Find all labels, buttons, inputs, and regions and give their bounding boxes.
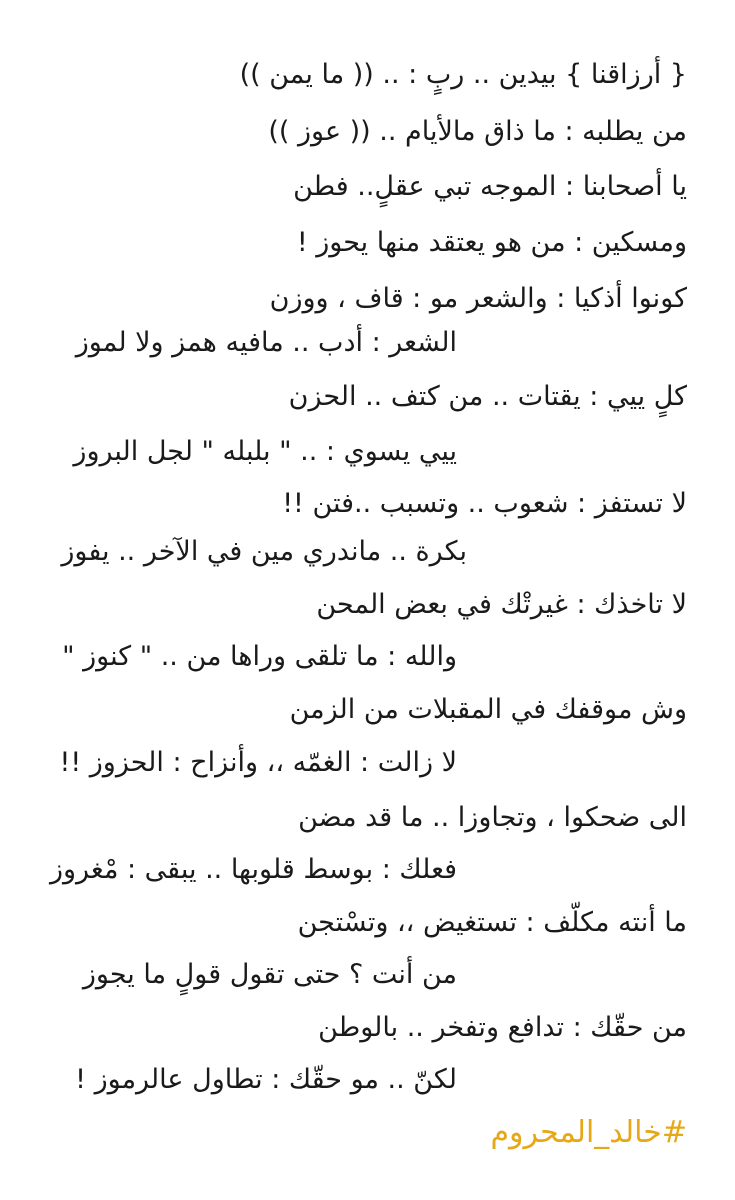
poem-line: والله : ما تلقى وراها من .. " كنوز " [62,641,457,672]
poem-line: بكرة .. ماندري مين في الآخر .. يفوز [61,536,467,567]
poem-line: لا تاخذك : غيرتْك في بعض المحن [316,589,687,620]
poem-line: كلٍ ييي : يقتات .. من كتف .. الحزن [288,381,687,412]
poem-line: كونوا أذكيا : والشعر مو : قاف ، ووزن [269,283,687,314]
poem-line: لكنّ .. مو حقّك : تطاول عالرموز ! [75,1064,457,1095]
poem-line: لا زالت : الغمّه ،، وأنزاح : الحزوز !! [59,747,457,778]
poem-line: من أنت ؟ حتى تقول قولٍ ما يجوز [82,959,457,990]
author-hashtag[interactable]: #خالد_المحروم [490,1115,687,1150]
poem-line: الى ضحكوا ، وتجاوزا .. ما قد مضن [298,802,687,833]
poem-line: ييي يسوي : .. " بلبله " لجل البروز [73,436,457,467]
poem-line: { أرزاقنا } بيدين .. ربٍ : .. (( ما يمن )) [239,59,687,90]
poem-line: فعلك : بوسط قلوبها .. يبقى : مْغروز [49,854,457,885]
poem-line: ما أنته مكلّف : تستغيض ،، وتسْتجن [297,907,687,938]
poem-line: من يطلبه : ما ذاق مالأيام .. (( عوز )) [268,116,687,147]
poem-line: الشعر : أدب .. مافيه همز ولا لموز [75,327,457,358]
poem-line: ومسكين : من هو يعتقد منها يحوز ! [296,227,687,258]
poem-line: وش موقفك في المقبلات من الزمن [289,694,687,725]
poem-line: لا تستفز : شعوب .. وتسبب ..فتن !! [282,488,687,519]
poem-line: من حقّك : تدافع وتفخر .. بالوطن [318,1012,687,1043]
poem-line: يا أصحابنا : الموجه تبي عقلٍ.. فطن [293,171,687,202]
